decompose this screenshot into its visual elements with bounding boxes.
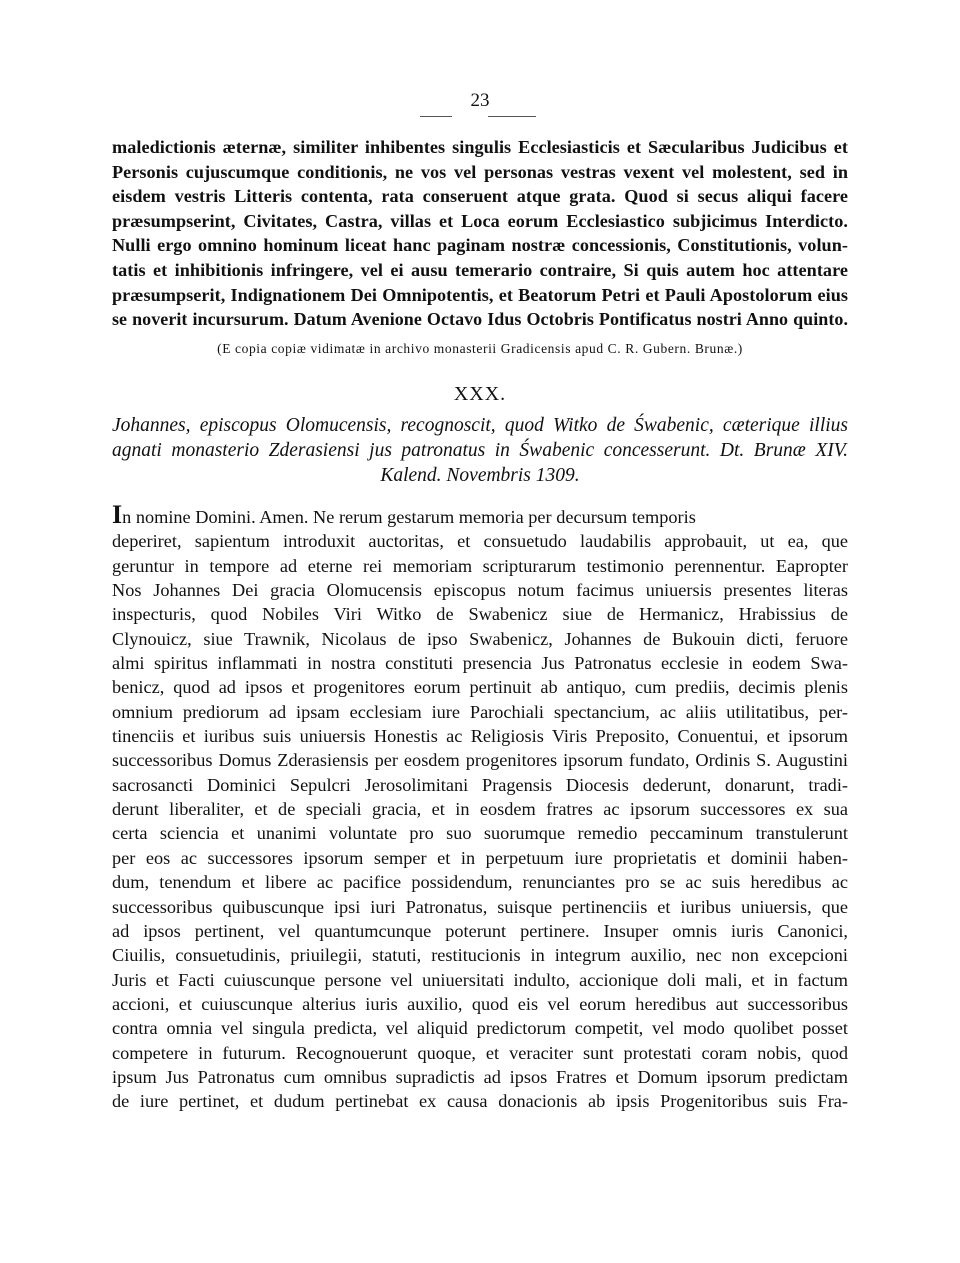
body-line: derunt liberaliter, et de speciali gracia, et in eosdem fratres ac ipsorum successores ex sua bbox=[112, 799, 848, 820]
text-line: maledictionis æternæ, similiter inhibentes singulis Ecclesiasticis et Sæcularibus Judicibus et bbox=[112, 137, 848, 157]
header-rule-left bbox=[420, 116, 452, 117]
text-line: se noverit incursurum. Datum Avenione Octavo Idus Octobris Pontificatus nostri Anno quinto. bbox=[112, 309, 848, 330]
document-number: XXX. bbox=[453, 383, 507, 405]
body-line: de iure pertinet, et dudum pertinebat ex causa donacionis ab ipsis Progenitoribus suis Fra- bbox=[112, 1091, 848, 1112]
body-line: omnium prediorum ad ipsam ecclesiam iure Parochiali spectancium, ac aliis utilitatibus, per- bbox=[112, 701, 848, 722]
text-line: eisdem vestris Litteris contenta, rata conseruent atque grata. Quod si secus aliqui facere bbox=[112, 186, 848, 207]
body-line: Clynouicz, siue Trawnik, Nicolaus de ipso Swabenicz, Johannes de Bukouin dicti, feruore bbox=[112, 628, 848, 649]
document-summary bbox=[112, 413, 848, 488]
source-note: (E copia copiæ vidimatæ in archivo monasterii Gradicensis apud C. R. Gubern. Brunæ.) bbox=[217, 341, 743, 356]
text-line: præsumpserint, Civitates, Castra, villas et Loca eorum Ecclesiastico subjicimus Interdicto. bbox=[112, 210, 848, 231]
body-line: per eos ac successores ipsorum semper et in perpetuum iure proprietatis et dominii haben- bbox=[112, 847, 848, 868]
body-line-first bbox=[112, 500, 848, 529]
body-line: certa sciencia et unanimi voluntate pro suo suorumque remedio peccaminum transtulerunt bbox=[112, 823, 848, 844]
body-line: Juris et Facti cuiuscunque persone vel uniuersitati indulto, accionique doli mali, et in factum bbox=[112, 969, 848, 990]
body-line: inspecturis, quod Nobiles Viri Witko de Swabenicz siue de Hermanicz, Hrabissius de bbox=[112, 604, 848, 625]
text-line: præsumpserit, Indignationem Dei Omnipotentis, et Beatorum Petri et Pauli Apostolorum eius bbox=[112, 284, 848, 305]
body-line: sacrosancti Dominici Sepulcri Jerosolimitani Pragensis Diocesis dederunt, donarunt, tradi- bbox=[112, 774, 848, 795]
body-line: Ciuilis, consuetudinis, priuilegii, statuti, restitucionis in integrum auxilio, nec non excepcioni bbox=[112, 945, 848, 966]
body-line: ipsum Jus Patronatus cum omnibus supradictis ad ipsos Fratres et Domum ipsorum predictam bbox=[112, 1066, 848, 1087]
body-line: almi spiritus inflammati in nostra constituti presencia Jus Patronatus ecclesie in eodem Swa- bbox=[112, 653, 848, 674]
text-line: tatis et inhibitionis infringere, vel ei ausu temerario contraire, Si quis autem hoc attentare bbox=[112, 259, 848, 280]
text-line: Nulli ergo omnino hominum liceat hanc paginam nostræ concessionis, Constitutionis, volun- bbox=[112, 235, 848, 256]
body-line: contra omnia vel singula predicta, vel aliquid predictorum competit, vel modo quolibet posset bbox=[112, 1018, 848, 1039]
initial-letter: I bbox=[112, 500, 123, 529]
summary-line: Kalend. Novembris 1309. bbox=[380, 465, 580, 486]
body-line: dum, tenendum et libere ac pacifice possidendum, renunciantes pro se ac suis heredibus ac bbox=[112, 872, 848, 893]
body-line: successoribus quibuscunque ipsi iuri Patronatus, suisque pertinenciis et iuribus uniuersis, que bbox=[112, 896, 848, 917]
body-line: benicz, quod ad ipsos et progenitores eorum pertinuit ab antiquo, cum prediis, decimis plenis bbox=[112, 677, 848, 698]
document-body bbox=[112, 500, 848, 1114]
body-line: deperiret, sapientum introduxit auctoritas, et consuetudo laudabilis approbauit, ut ea, que bbox=[112, 531, 848, 552]
body-line: ad ipsos pertinent, vel quantumcunque poterunt pertinere. Insuper omnis iuris Canonici, bbox=[112, 920, 848, 941]
body-line-first-text: n nomine Domini. Amen. Ne rerum gestarum memoria per decursum temporis bbox=[122, 507, 696, 527]
body-line: successoribus Domus Zderasiensis per eosdem progenitores ipsorum fundato, Ordinis S. Augustini bbox=[112, 750, 848, 771]
summary-line: agnati monasterio Zderasiensi jus patronatus in Śwabenic concesserunt. Dt. Brunæ XIV. bbox=[112, 440, 848, 461]
body-line: Nos Johannes Dei gracia Olomucensis episcopus notum facimus uniuersis presentes literas bbox=[112, 580, 848, 601]
previous-document-text bbox=[112, 135, 848, 332]
page-number: 23 bbox=[470, 90, 490, 111]
summary-line: Johannes, episcopus Olomucensis, recognoscit, quod Witko de Śwabenic, cæterique illius bbox=[112, 415, 848, 436]
body-line: competere in futurum. Recognouerunt quoque, et veraciter sunt protestati coram nobis, quod bbox=[112, 1042, 848, 1063]
body-line: geruntur in tempore ad eterne rei memoriam scripturarum testimonio perennentur. Eapropter bbox=[112, 555, 848, 576]
body-line: tinenciis et iuribus suis uniuersis Honestis ac Religiosis Viris Preposito, Conuentui, et ipsorum bbox=[112, 726, 848, 747]
text-line: Personis cujuscumque conditionis, ne vos vel personas vestras vexent vel molestent, sed in bbox=[112, 161, 848, 182]
body-line: accioni, et cuiuscunque alterius iuris auxilio, quod eis vel eorum heredibus aut successoribus bbox=[112, 993, 848, 1014]
header-rule-right bbox=[488, 116, 536, 117]
